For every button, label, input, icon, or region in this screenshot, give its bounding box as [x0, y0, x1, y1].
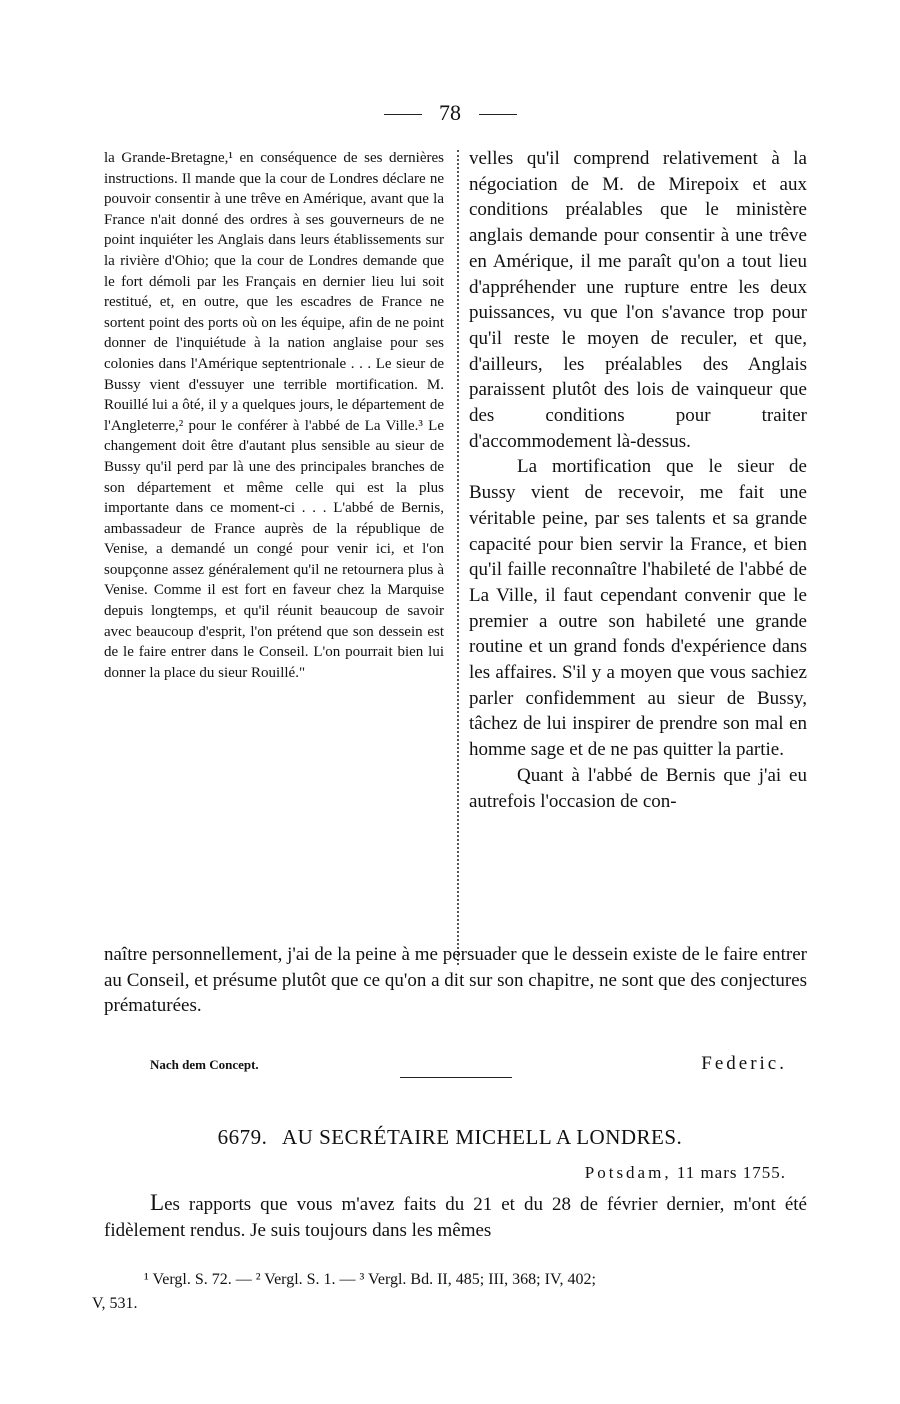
right-paragraph-3-start: Quant à l'abbé de Bernis que j'ai eu autrefois l'occasion de con-: [469, 764, 807, 812]
dateline-place: Potsdam,: [584, 1163, 672, 1182]
right-column: [469, 146, 807, 814]
header-dash-right: [479, 114, 517, 115]
letter-paragraph: [104, 1190, 807, 1243]
dateline-date: 11 mars 1755.: [676, 1163, 786, 1182]
signature: Federic.: [701, 1053, 787, 1074]
footnote-line-2: V, 531.: [92, 1295, 138, 1312]
letter-body-text: es rapports que vous m'avez faits du 21 et du 28 de février dernier, m'ont été fidèlement rendus. Je suis toujours dans les mêmes: [104, 1194, 807, 1241]
dateline: [585, 1163, 786, 1183]
section-rule: [400, 1077, 512, 1078]
letter-heading: [0, 1125, 900, 1150]
header-dash-left: [384, 114, 422, 115]
right-paragraph-1: velles qu'il comprend relativement à la négociation de M. de Mirepoix et aux conditions préalables que le ministère anglais demande pour consentir à une trêve en Amérique, il me paraît qu'on a tout lieu d'appréhender une rupture entre les deux puissances, vu que l'on s'avance trop pour qu'il reste le moyen de reculer, et que, d'ailleurs, les préalables des Anglais paraissent plutôt des lois de vainqueur que des conditions pour traiter d'accommodement là-dessus.: [469, 148, 807, 452]
column-divider: [457, 150, 459, 965]
page-number: 78: [439, 100, 461, 125]
right-paragraph-2: La mortification que le sieur de Bussy vient de recevoir, me fait une véritable peine, par ses talents et sa grande capacité pour bien servir la France, et bien qu'il faille reconnaître l'habileté de l'abbé de La Ville, il faut cependant convenir que le premier a outre son habileté une grande routine et un grand fonds d'expérience dans les affaires. S'il y a moyen que vous sachiez parler confidemment au sieur de Bussy, tâchez de lui inspirer de prendre son mal en homme sage et de ne pas quitter la partie.: [469, 456, 807, 761]
left-column-quote: [104, 148, 444, 683]
continuation-text: naître personnellement, j'ai de la peine à me persuader que le dessein existe de le faire entrer au Conseil, et présume plutôt que ce qu'on a dit sur son chapitre, ne sont que des conjectures prématurées.: [104, 944, 807, 1017]
drop-cap: L: [150, 1190, 165, 1215]
letter-body: [104, 1190, 807, 1243]
source-note: Nach dem Concept.: [150, 1057, 259, 1072]
page-header: [0, 100, 900, 126]
quoted-report-text: la Grande-Bretagne,¹ en conséquence de ses dernières instructions. Il mande que la cour de Londres déclare ne pouvoir consentir à une trêve en Amérique, avant que la France n'ait donné des ordres à ses gouverneurs de ne point inquiéter les Anglais dans leurs établissements sur la rivière d'Ohio; que la cour de Londres demande que le fort démoli par les Français en dernier lieu lui soit restitué, et, en outre, que les escadres de France ne sortent point des ports où on les équipe, afin de ne point donner de l'inquiétude à la nation anglaise pour ses colonies dans l'Amérique septentrionale . . . Le sieur de Bussy vient d'essuyer une terrible mortification. M. Rouillé lui a ôté, il y a quelques jours, le département de l'Angleterre,² pour le conférer à l'abbé de La Ville.³ Le changement doit être d'autant plus sensible au sieur de Bussy qu'il perd par là une des principales branches de son département et même celle qui est la plus importante dans ce moment-ci . . . L'abbé de Bernis, ambassadeur de France auprès de la république de Venise, a demandé un congé pour venir ici, et l'on soupçonne assez généralement qu'il ne retournera plus à Venise. Comme il est fort en faveur chez la Marquise depuis longtemps, et qu'il réunit beaucoup de savoir avec beaucoup d'esprit, l'on prétend que son dessein est de le faire entrer dans le Conseil. L'on pourrait bien lui donner la place du sieur Rouillé.": [104, 150, 444, 681]
footnote-line-1: ¹ Vergl. S. 72. — ² Vergl. S. 1. — ³ Vergl. Bd. II, 485; III, 368; IV, 402;: [144, 1271, 596, 1288]
letter-number: 6679.: [217, 1125, 268, 1149]
footnotes: [92, 1268, 807, 1316]
letter-title: AU SECRÉTAIRE MICHELL A LONDRES.: [282, 1125, 683, 1149]
full-width-continuation: [104, 942, 807, 1019]
